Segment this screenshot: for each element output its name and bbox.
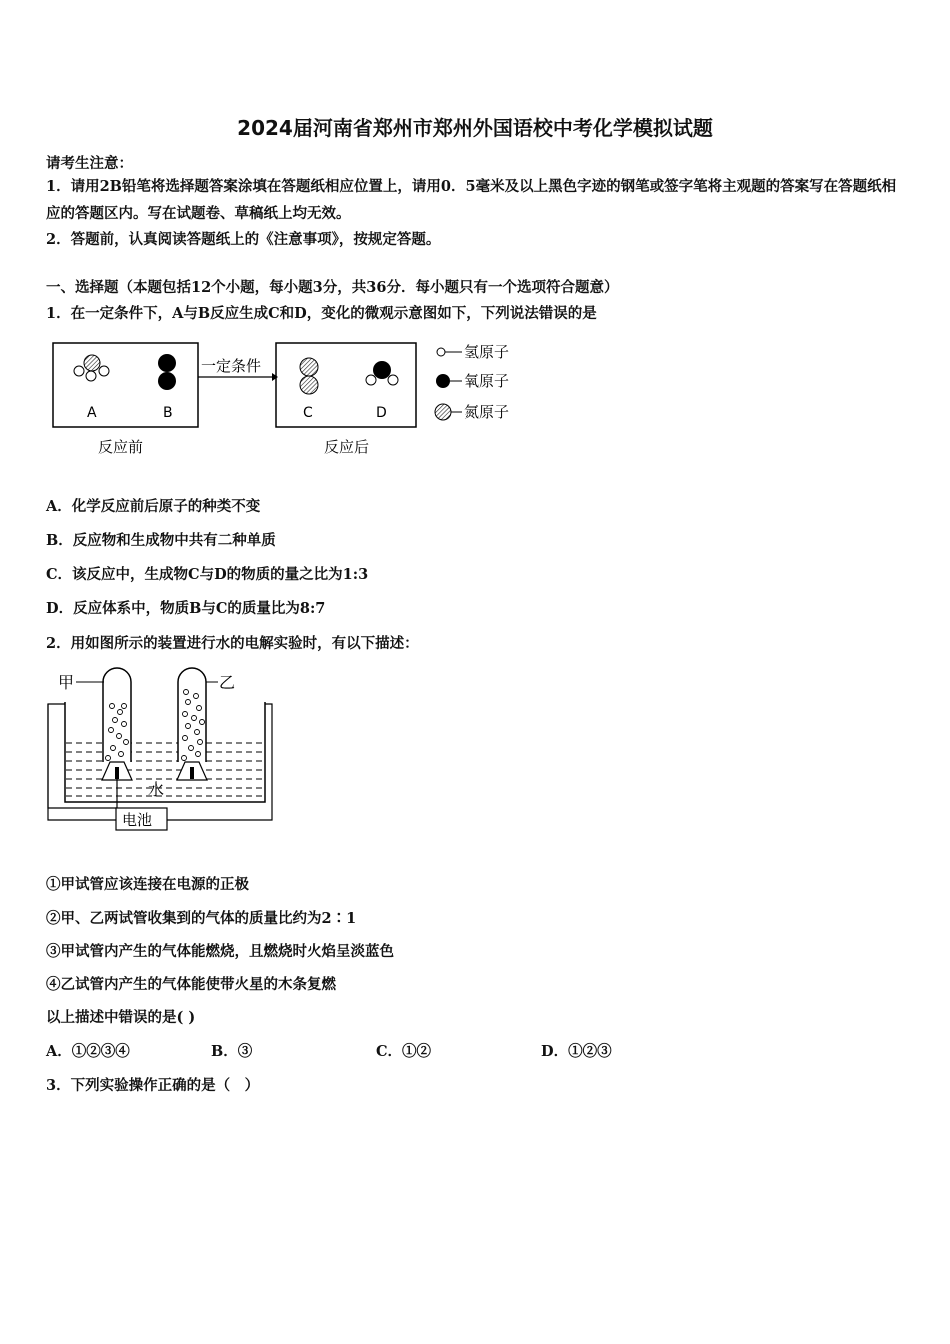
tube-left-label: 甲 bbox=[58, 673, 75, 692]
legend-nitrogen-icon bbox=[435, 404, 462, 420]
water-label: 水 bbox=[148, 780, 165, 799]
label-a: A bbox=[87, 405, 97, 421]
molecule-d-icon bbox=[366, 361, 398, 385]
question-1-stem: 1．在一定条件下，A与B反应生成C和D，变化的微观示意图如下，下列说法错误的是 bbox=[46, 305, 597, 322]
caption-after: 反应后 bbox=[324, 438, 370, 456]
page-title: 2024届河南省郑州市郑州外国语校中考化学模拟试题 bbox=[237, 116, 713, 140]
battery-label: 电池 bbox=[122, 811, 153, 829]
statement-3: ③甲试管内产生的气体能燃烧，且燃烧时火焰呈淡蓝色 bbox=[46, 943, 394, 960]
legend-oxygen: 氧原子 bbox=[464, 372, 510, 390]
label-c: C bbox=[303, 405, 313, 421]
electrode-right bbox=[190, 767, 194, 779]
before-box bbox=[53, 343, 198, 427]
q1-option-a: A．化学反应前后原子的种类不变 bbox=[46, 498, 261, 515]
water-lines bbox=[66, 743, 264, 796]
legend-nitrogen: 氮原子 bbox=[464, 403, 510, 421]
label-b: B bbox=[163, 405, 173, 421]
q2-option-a: A．①②③④ bbox=[46, 1043, 130, 1060]
caption-before: 反应前 bbox=[98, 438, 144, 456]
label-d: D bbox=[376, 405, 387, 421]
notice-heading: 请考生注意： bbox=[46, 155, 133, 172]
statement-2: ②甲、乙两试管收集到的气体的质量比约为2∶1 bbox=[46, 910, 357, 927]
molecule-b-icon bbox=[158, 354, 176, 390]
q1-option-d: D．反应体系中，物质B与C的质量比为8:7 bbox=[46, 600, 326, 617]
q2-option-b: B．③ bbox=[211, 1043, 253, 1060]
q1-option-b: B．反应物和生成物中共有二种单质 bbox=[46, 532, 276, 549]
legend-hydrogen: 氢原子 bbox=[464, 343, 510, 361]
tube-right bbox=[178, 668, 206, 762]
section-heading: 一、选择题（本题包括12个小题，每小题3分，共36分．每小题只有一个选项符合题意） bbox=[46, 279, 619, 296]
q2-option-c: C．①② bbox=[376, 1043, 432, 1060]
notice-item-2: 2．答题前，认真阅读答题纸上的《注意事项》，按规定答题。 bbox=[46, 231, 441, 248]
statement-1: ①甲试管应该连接在电源的正极 bbox=[46, 876, 249, 893]
electrode-left bbox=[115, 767, 119, 779]
arrow-label: 一定条件 bbox=[201, 357, 262, 375]
question-2-prompt: 以上描述中错误的是( ) bbox=[46, 1009, 196, 1026]
tube-right-label: 乙 bbox=[219, 673, 236, 692]
molecule-a-icon bbox=[74, 355, 109, 381]
question-3-stem: 3．下列实验操作正确的是（ ） bbox=[46, 1077, 260, 1094]
q1-option-c: C．该反应中，生成物C与D的物质的量之比为1:3 bbox=[46, 566, 369, 583]
question-2-stem: 2．用如图所示的装置进行水的电解实验时，有以下描述： bbox=[46, 635, 419, 652]
q2-option-d: D．①②③ bbox=[541, 1043, 612, 1060]
notice-item-1: 1．请用2B铅笔将选择题答案涂填在答题纸相应位置上，请用0．5毫米及以上黑色字迹的钢笔或签字笔将主观题的答案写在答题纸相应的答题区内。写在试题卷、草稿纸上均无效。 bbox=[46, 178, 897, 222]
tube-left bbox=[103, 668, 131, 762]
legend-oxygen-icon bbox=[436, 374, 462, 388]
statement-4: ④乙试管内产生的气体能使带火星的木条复燃 bbox=[46, 976, 336, 993]
water-tank bbox=[65, 702, 265, 802]
electrolysis-diagram bbox=[40, 662, 280, 834]
molecule-c-icon bbox=[300, 358, 318, 394]
legend-hydrogen-icon bbox=[437, 348, 462, 356]
reaction-diagram bbox=[46, 335, 546, 460]
